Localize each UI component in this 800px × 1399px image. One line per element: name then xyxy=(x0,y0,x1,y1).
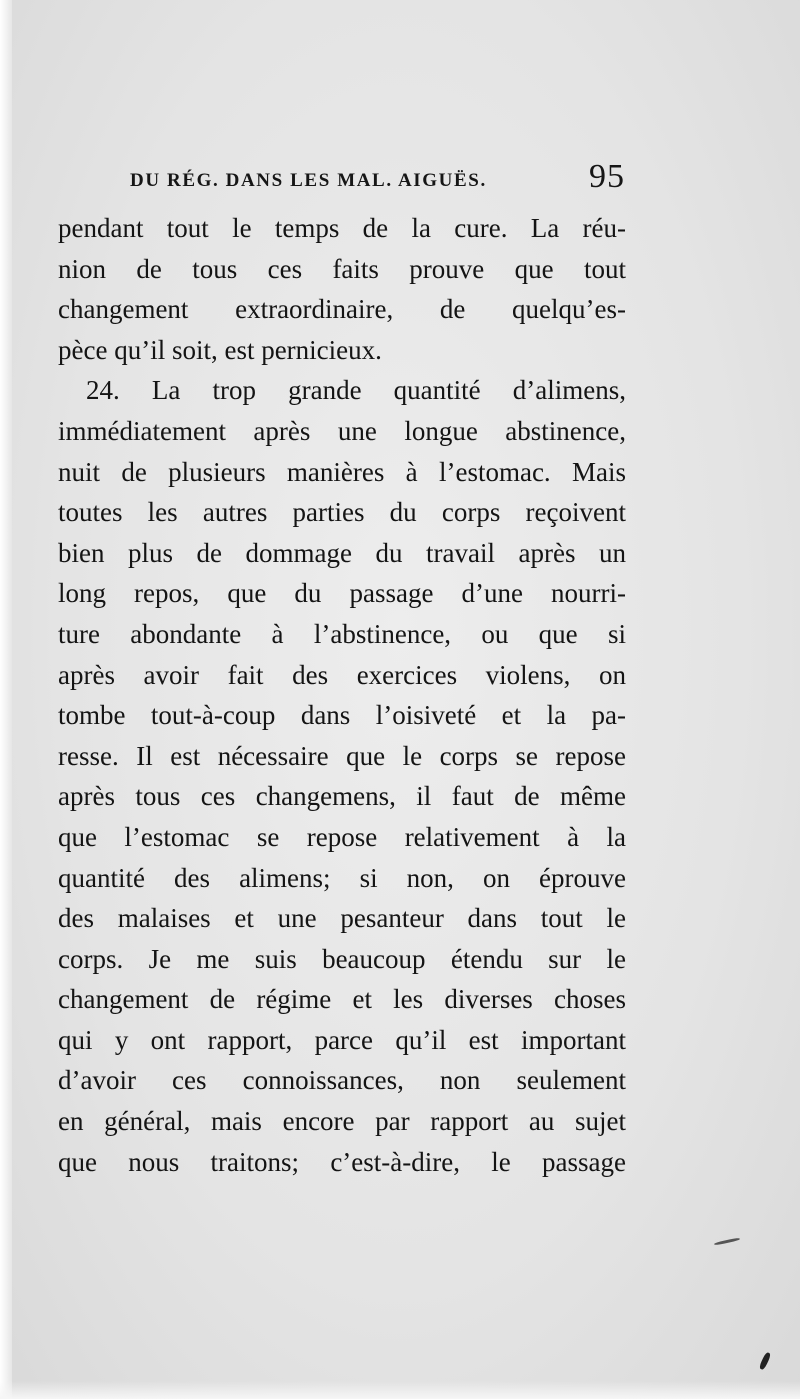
text-line: d’avoir ces connoissances, non seulement xyxy=(58,1065,626,1096)
text-line: changement de régime et les diverses choses xyxy=(58,984,626,1015)
text-line: ture abondante à l’abstinence, ou que si xyxy=(58,618,626,649)
text-line: changement extraordinaire, de quelqu’es- xyxy=(58,294,626,325)
text-line: après tous ces changemens, il faut de même xyxy=(58,781,626,812)
body-text xyxy=(58,208,626,1182)
text-line: que nous traitons; c’est-à-dire, le passage xyxy=(58,1146,626,1177)
text-line: pèce qu’il soit, est pernicieux. xyxy=(58,334,382,365)
text-line: tombe tout-à-coup dans l’oisiveté et la pa- xyxy=(58,700,626,731)
text-line: après avoir fait des exercices violens, on xyxy=(58,659,626,690)
text-line: toutes les autres parties du corps reçoivent xyxy=(58,497,626,528)
ink-speck xyxy=(758,1352,771,1371)
page-edge xyxy=(0,0,12,1399)
text-line: 24. La trop grande quantité d’alimens, xyxy=(86,375,626,406)
text-line: immédiatement après une longue abstinence, xyxy=(58,415,626,446)
page-edge xyxy=(0,1381,800,1399)
page-number: 95 xyxy=(589,158,625,195)
text-line: resse. Il est nécessaire que le corps se repose xyxy=(58,740,626,771)
page-header xyxy=(130,158,625,202)
text-line: des malaises et une pesanteur dans tout le xyxy=(58,903,626,934)
text-line: nion de tous ces faits prouve que tout xyxy=(58,253,626,284)
text-line: en général, mais encore par rapport au sujet xyxy=(58,1106,626,1137)
text-line: nuit de plusieurs manières à l’estomac. Mais xyxy=(58,456,626,487)
ink-speck xyxy=(714,1237,740,1245)
running-head: DU RÉG. DANS LES MAL. AIGUËS. xyxy=(130,170,487,191)
text-line: qui y ont rapport, parce qu’il est important xyxy=(58,1024,626,1055)
text-line: long repos, que du passage d’une nourri- xyxy=(58,578,626,609)
text-line: bien plus de dommage du travail après un xyxy=(58,537,626,568)
text-line: pendant tout le temps de la cure. La réu- xyxy=(58,213,626,243)
text-line: corps. Je me suis beaucoup étendu sur le xyxy=(58,943,626,974)
text-line: quantité des alimens; si non, on éprouve xyxy=(58,862,626,893)
text-line: que l’estomac se repose relativement à la xyxy=(58,821,626,852)
